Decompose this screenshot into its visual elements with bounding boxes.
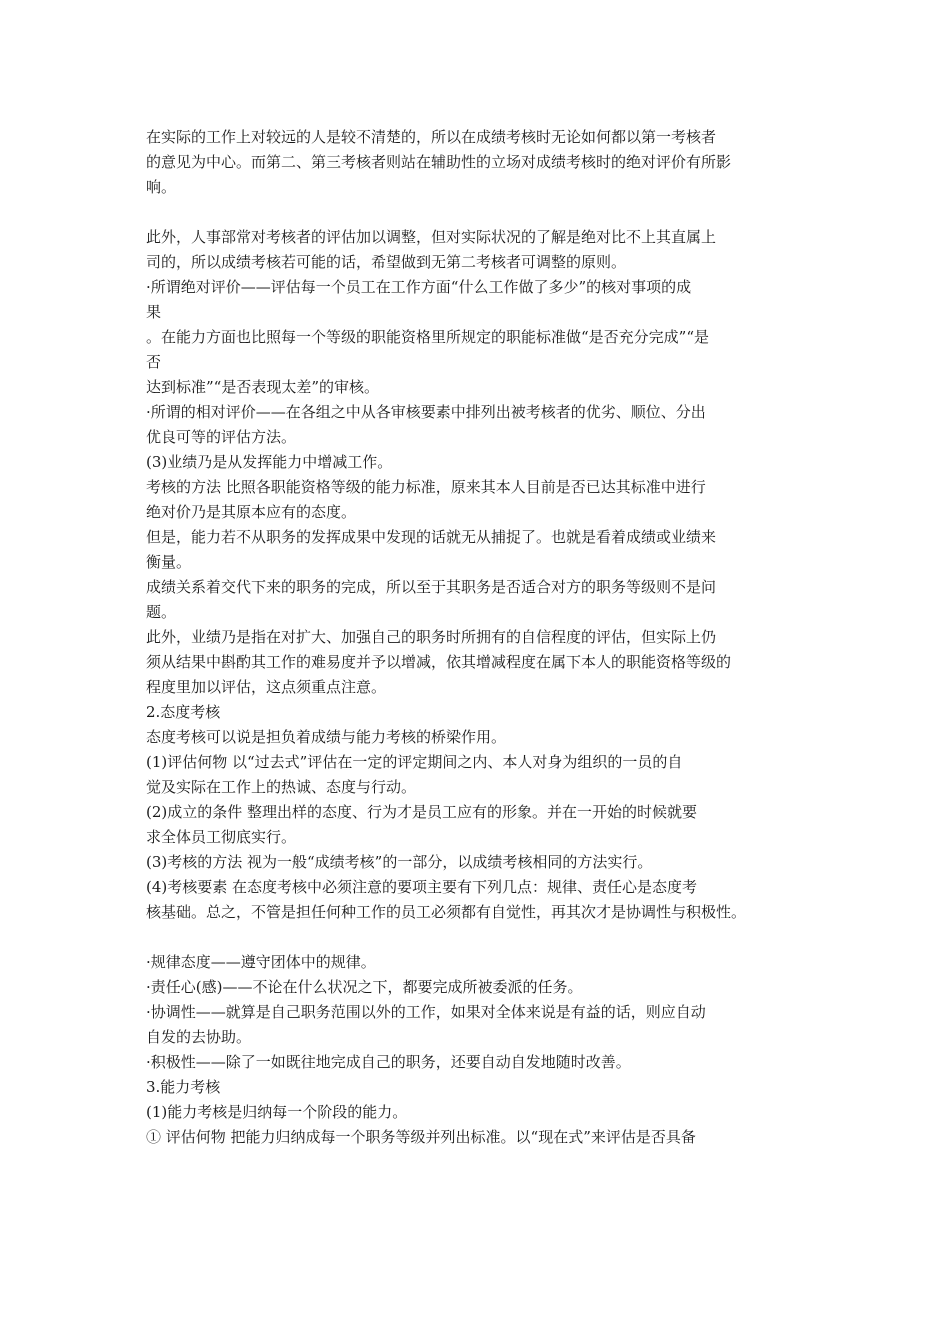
text-line: 求全体员工彻底实行。 [146, 828, 297, 846]
document-body [146, 125, 846, 1150]
blank-line [146, 925, 846, 950]
text-line: 须从结果中斟酌其工作的难易度并予以增减，依其增减程度在属下本人的职能资格等级的 [146, 653, 732, 671]
text-line: 题。 [146, 603, 177, 621]
text-line: 自发的去协助。 [146, 1028, 252, 1046]
section-heading: 2.态度考核 [146, 703, 221, 721]
text-line: 的意见为中心。而第二、第三考核者则站在辅助性的立场对成绩考核时的绝对评价有所影 [146, 153, 732, 171]
text-line: 衡量。 [146, 553, 192, 571]
text-line: ·所谓的相对评价——在各组之中从各审核要素中排列出被考核者的优劣、顺位、分出 [146, 403, 706, 421]
text-line: 此外，业绩乃是指在对扩大、加强自己的职务时所拥有的自信程度的评估，但实际上仍 [146, 628, 717, 646]
text-line: (3)业绩乃是从发挥能力中增减工作。 [146, 453, 393, 471]
text-line: 。在能力方面也比照每一个等级的职能资格里所规定的职能标准做“是否充分完成”“是 [146, 328, 710, 346]
text-line: 在实际的工作上对较远的人是较不清楚的，所以在成绩考核时无论如何都以第一考核者 [146, 128, 717, 146]
text-line: 觉及实际在工作上的热诚、态度与行动。 [146, 778, 417, 796]
text-line: 达到标准”“是否表现太差”的审核。 [146, 378, 380, 396]
text-line: (1)评估何物 以“过去式”评估在一定的评定期间之内、本人对身为组织的一员的自 [146, 753, 683, 771]
blank-line [146, 200, 846, 225]
text-line: 程度里加以评估，这点须重点注意。 [146, 678, 387, 696]
text-line: 果 [146, 303, 162, 321]
text-line: 成绩关系着交代下来的职务的完成，所以至于其职务是否适合对方的职务等级则不是问 [146, 578, 717, 596]
text-line: (4)考核要素 在态度考核中必须注意的要项主要有下列几点：规律、责任心是态度考 [146, 878, 698, 896]
text-line: 优良可等的评估方法。 [146, 428, 297, 446]
text-line: (2)成立的条件 整理出样的态度、行为才是员工应有的形象。并在一开始的时候就要 [146, 803, 698, 821]
text-line: 司的，所以成绩考核若可能的话，希望做到无第二考核者可调整的原则。 [146, 253, 627, 271]
text-line: 绝对价乃是其原本应有的态度。 [146, 503, 357, 521]
text-line: ·协调性——就算是自己职务范围以外的工作，如果对全体来说是有益的话，则应自动 [146, 1003, 706, 1021]
text-line: ·责任心(感)——不论在什么状况之下，都要完成所被委派的任务。 [146, 978, 583, 996]
text-line: 否 [146, 353, 162, 371]
text-line: 考核的方法 比照各职能资格等级的能力标准，原来其本人目前是否已达其标准中进行 [146, 478, 706, 496]
text-line: ·规律态度——遵守团体中的规律。 [146, 953, 376, 971]
text-line: 但是，能力若不从职务的发挥成果中发现的话就无从捕捉了。也就是看着成绩或业绩来 [146, 528, 717, 546]
text-line: (3)考核的方法 视为一般“成绩考核”的一部分，以成绩考核相同的方法实行。 [146, 853, 653, 871]
text-line: ·所谓绝对评价——评估每一个员工在工作方面“什么工作做了多少”的核对事项的成 [146, 278, 692, 296]
text-line: 此外，人事部常对考核者的评估加以调整，但对实际状况的了解是绝对比不上其直属上 [146, 228, 717, 246]
text-line: ·积极性——除了一如既往地完成自己的职务，还要自动自发地随时改善。 [146, 1053, 631, 1071]
text-line: 核基础。总之，不管是担任何种工作的员工必须都有自觉性，再其次才是协调性与积极性。 [146, 903, 747, 921]
text-line: (1)能力考核是归纳每一个阶段的能力。 [146, 1103, 408, 1121]
text-line: 态度考核可以说是担负着成绩与能力考核的桥梁作用。 [146, 728, 507, 746]
text-line: 响。 [146, 178, 177, 196]
text-line: ① 评估何物 把能力归纳成每一个职务等级并列出标准。以“现在式”来评估是否具备 [146, 1128, 696, 1146]
section-heading: 3.能力考核 [146, 1078, 221, 1096]
